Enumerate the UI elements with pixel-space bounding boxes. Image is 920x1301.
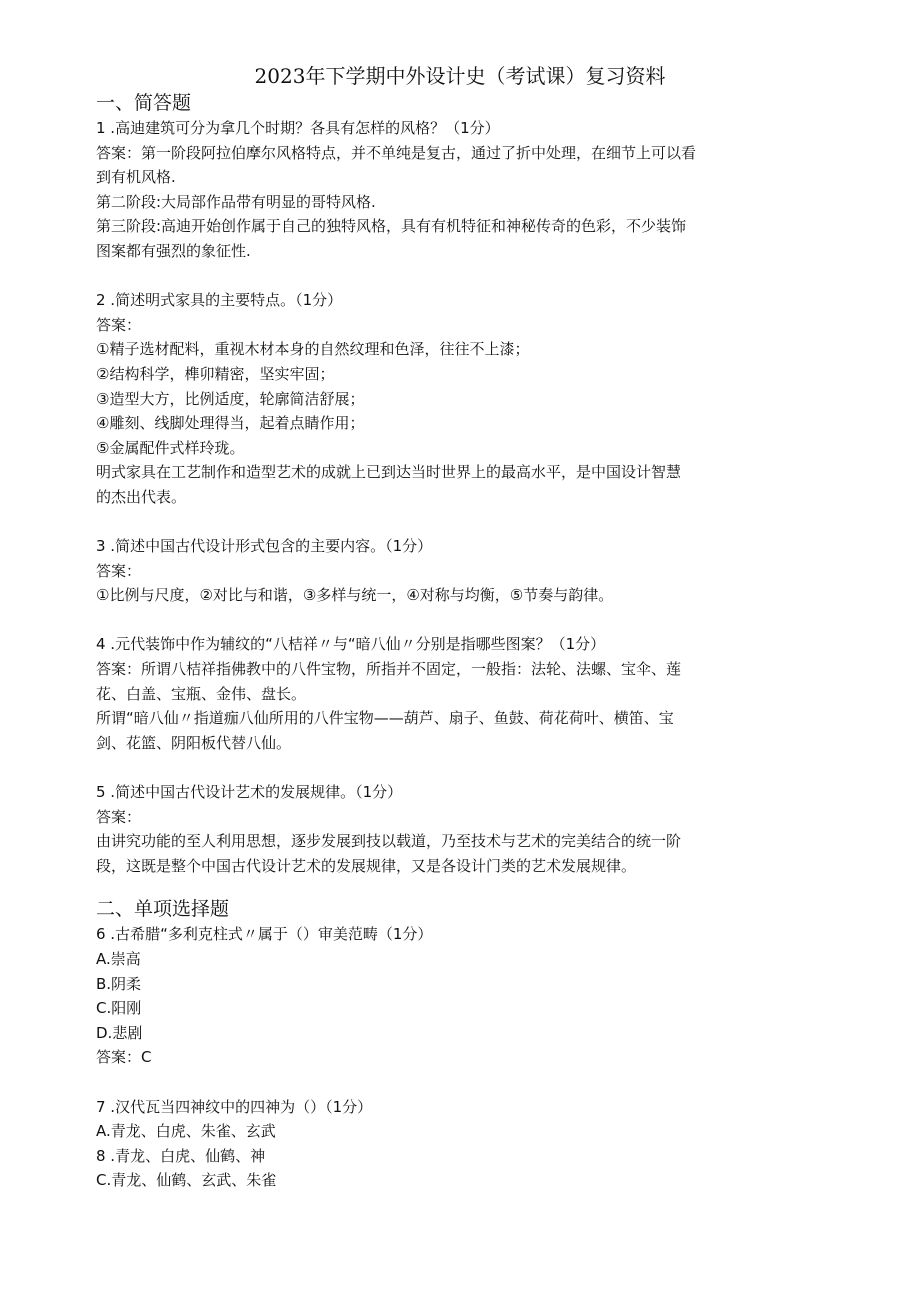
answer-line: ⑤金属配件式样玲珑。	[96, 438, 245, 457]
question-line: 3 .简述中国古代设计形式包含的主要内容。（1分）	[96, 537, 433, 556]
question-5	[96, 780, 824, 878]
answer-line: 答案：第一阶段阿拉伯摩尔风格特点，并不单纯是复古，通过了折中处理，在细节上可以看	[96, 143, 697, 162]
answer-line: 第二阶段:大局部作品带有明显的哥特风格.	[96, 192, 376, 211]
section-short-answer	[96, 90, 824, 878]
answer-line: 段，这既是整个中国古代设计艺术的发展规律，又是各设计门类的艺术发展规律。	[96, 856, 637, 875]
question-1	[96, 116, 824, 264]
answer-line: 答案：	[96, 315, 142, 334]
option-line: A.青龙、白虎、朱雀、玄武	[96, 1122, 276, 1141]
question-line: 5 .简述中国古代设计艺术的发展规律。（1分）	[96, 783, 403, 802]
answer-line: 所谓“暗八仙〃指道痂八仙所用的八件宝物——葫芦、扇子、鱼鼓、荷花荷叶、横笛、宝	[96, 709, 674, 728]
answer-line: 花、白盖、宝瓶、金伟、盘长。	[96, 684, 307, 703]
answer-line: ④雕刻、线脚处理得当，起着点睛作用；	[96, 414, 365, 433]
answer-line: 第三阶段:高迪开始创作属于自己的独特风格，具有有机特征和神秘传奇的色彩，不少装饰	[96, 217, 687, 236]
answer-line: 的杰出代表。	[96, 487, 187, 506]
question-3	[96, 534, 824, 608]
answer-line: 答案：	[96, 561, 142, 580]
answer-line: 图案都有强烈的象征性.	[96, 241, 251, 260]
document-content	[96, 90, 824, 1193]
answer-line: ①精子选材配料，重视木材本身的自然纹理和色泽，往往不上漆；	[96, 340, 530, 359]
option-line: 8 .青龙、白虎、仙鹤、神	[96, 1146, 266, 1165]
section-heading: 一、简答题	[96, 92, 192, 114]
question-7	[96, 1095, 824, 1193]
document-title: 2023年下学期中外设计史（考试课）复习资料	[254, 64, 666, 88]
answer-line: 答案：C	[96, 1048, 152, 1067]
answer-line: 到有机风格.	[96, 168, 176, 187]
question-line: 4 .元代装饰中作为辅纹的“八桔祥〃与“暗八仙〃分别是指哪些图案？（1分）	[96, 635, 606, 654]
answer-line: ②结构科学，榫卯精密，坚实牢固；	[96, 364, 335, 383]
question-line: 2 .简述明式家具的主要特点。（1分）	[96, 291, 343, 310]
option-line: D.悲剧	[96, 1023, 143, 1042]
option-line: C.阳刚	[96, 999, 142, 1018]
question-line: 6 .古希腊“多利克柱式〃属于（）审美范畴（1分）	[96, 925, 433, 944]
question-2	[96, 288, 824, 509]
option-line: B.阴柔	[96, 974, 142, 993]
question-line: 1 .高迪建筑可分为拿几个时期？各具有怎样的风格？（1分）	[96, 119, 500, 137]
question-6	[96, 922, 824, 1070]
answer-line: ③造型大方，比例适度，轮廓简洁舒展；	[96, 389, 365, 408]
answer-line: 明式家具在工艺制作和造型艺术的成就上已到达当时世界上的最高水平，是中国设计智慧	[96, 463, 682, 482]
question-4	[96, 632, 824, 755]
question-line: 7 .汉代瓦当四神纹中的四神为（）（1分）	[96, 1097, 373, 1116]
answer-line: ①比例与尺度，②对比与和谐，③多样与统一，④对称与均衡，⑤节奏与韵律。	[96, 586, 614, 605]
option-line: C.青龙、仙鹤、玄武、朱雀	[96, 1171, 277, 1190]
answer-line: 由讲究功能的至人利用思想，逐步发展到技以载道，乃至技术与艺术的完美结合的统一阶	[96, 832, 682, 851]
section-heading: 二、单项选择题	[96, 898, 230, 921]
answer-line: 答案：	[96, 807, 142, 826]
option-line: A.崇高	[96, 950, 141, 968]
answer-line: 剑、花篮、阴阳板代替八仙。	[96, 733, 292, 752]
answer-line: 答案：所谓八桔祥指佛教中的八件宝物，所指并不固定，一般指：法轮、法螺、宝伞、莲	[96, 660, 682, 679]
section-single-choice	[96, 896, 824, 1193]
